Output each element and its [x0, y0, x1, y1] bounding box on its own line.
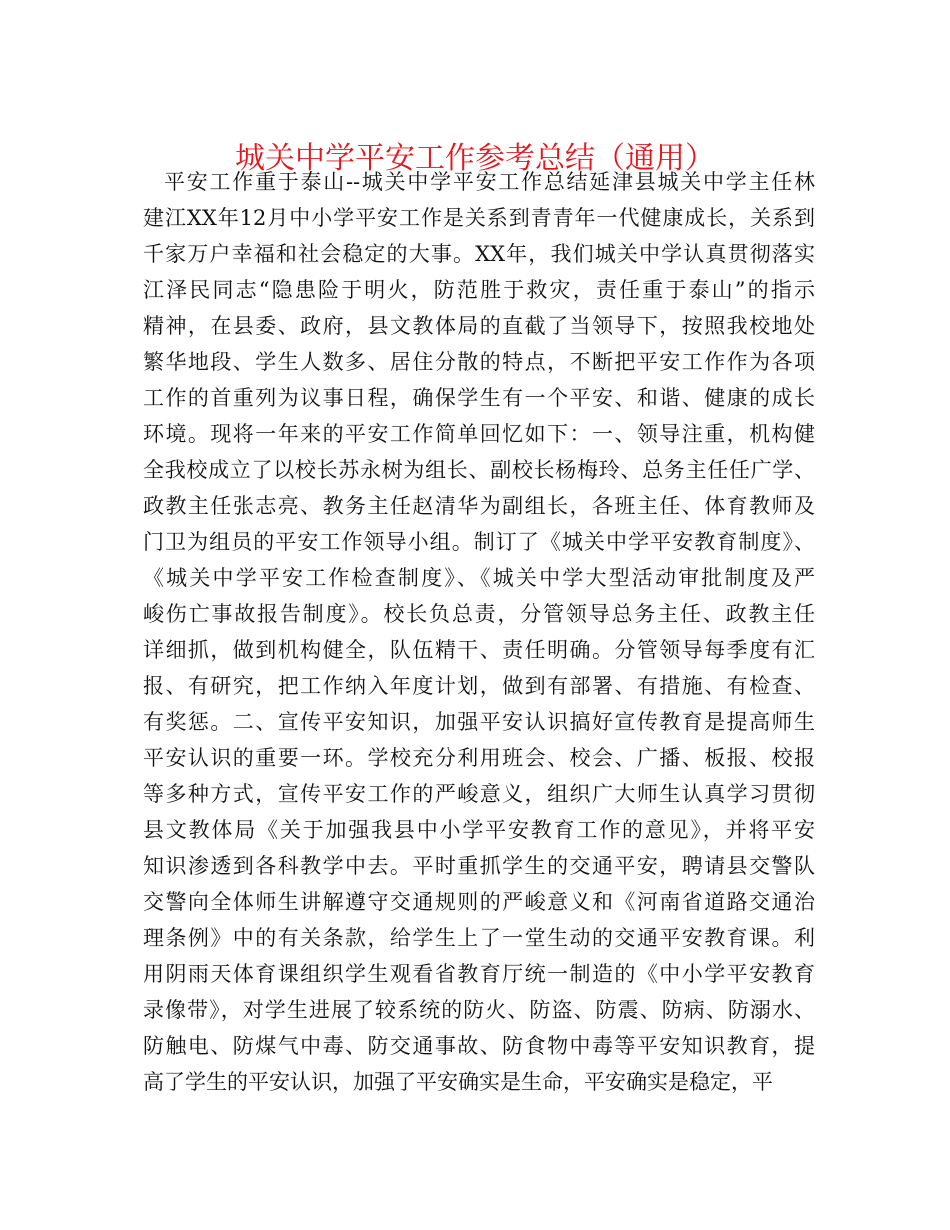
body-line: 政教主任张志亮、教务主任赵清华为副组长，各班主任、体育教师及	[143, 494, 815, 518]
body-line: 录像带》，对学生进展了较系统的防火、防盗、防震、防病、防溺水、	[143, 998, 815, 1022]
body-line: 工作的首重列为议事日程，确保学生有一个平安、和谐、健康的成长	[143, 386, 815, 410]
body-line: 《城关中学平安工作检查制度》、《城关中学大型活动审批制度及严	[143, 566, 815, 590]
body-line: 精神，在县委、政府，县文教体局的直截了当领导下，按照我校地处	[143, 314, 815, 338]
body-line: 等多种方式，宣传平安工作的严峻意义，组织广大师生认真学习贯彻	[143, 782, 815, 806]
document-body	[143, 164, 815, 1100]
body-line: 报、有研究，把工作纳入年度计划，做到有部署、有措施、有检查、	[143, 674, 815, 698]
body-line: 平安工作重于泰山--城关中学平安工作总结延津县城关中学主任林	[164, 170, 815, 194]
body-line: 有奖惩。二、宣传平安知识，加强平安认识搞好宣传教育是提高师生	[143, 710, 815, 734]
body-line: 交警向全体师生讲解遵守交通规则的严峻意义和《河南省道路交通治	[143, 890, 815, 914]
body-line: 千家万户幸福和社会稳定的大事。XX年，我们城关中学认真贯彻落实	[143, 242, 815, 266]
body-line: 全我校成立了以校长苏永树为组长、副校长杨梅玲、总务主任任广学、	[143, 458, 815, 482]
body-line: 防触电、防煤气中毒、防交通事故、防食物中毒等平安知识教育，提	[143, 1034, 815, 1058]
body-line: 繁华地段、学生人数多、居住分散的特点，不断把平安工作作为各项	[143, 350, 815, 374]
body-line: 高了学生的平安认识，加强了平安确实是生命，平安确实是稳定，平	[143, 1070, 773, 1094]
body-line: 理条例》中的有关条款，给学生上了一堂生动的交通平安教育课。利	[143, 926, 815, 950]
body-line: 建江XX年12月中小学平安工作是关系到青青年一代健康成长，关系到	[143, 206, 815, 230]
body-line: 用阴雨天体育课组织学生观看省教育厅统一制造的《中小学平安教育	[143, 962, 815, 986]
body-line: 峻伤亡事故报告制度》。校长负总责，分管领导总务主任、政教主任	[143, 602, 815, 626]
body-line: 平安认识的重要一环。学校充分利用班会、校会、广播、板报、校报	[143, 746, 815, 770]
body-line: 详细抓，做到机构健全，队伍精干、责任明确。分管领导每季度有汇	[143, 638, 815, 662]
body-line: 县文教体局《关于加强我县中小学平安教育工作的意见》，并将平安	[143, 818, 815, 842]
body-line: 江泽民同志“隐患险于明火，防范胜于救灾，责任重于泰山”的指示	[143, 278, 815, 302]
body-line: 知识渗透到各科教学中去。平时重抓学生的交通平安，聘请县交警队	[143, 854, 815, 878]
document-title: 城关中学平安工作参考总结（通用）	[235, 141, 715, 177]
body-line: 环境。现将一年来的平安工作简单回忆如下：一、领导注重，机构健	[143, 422, 815, 446]
body-line: 门卫为组员的平安工作领导小组。制订了《城关中学平安教育制度》、	[143, 530, 815, 554]
